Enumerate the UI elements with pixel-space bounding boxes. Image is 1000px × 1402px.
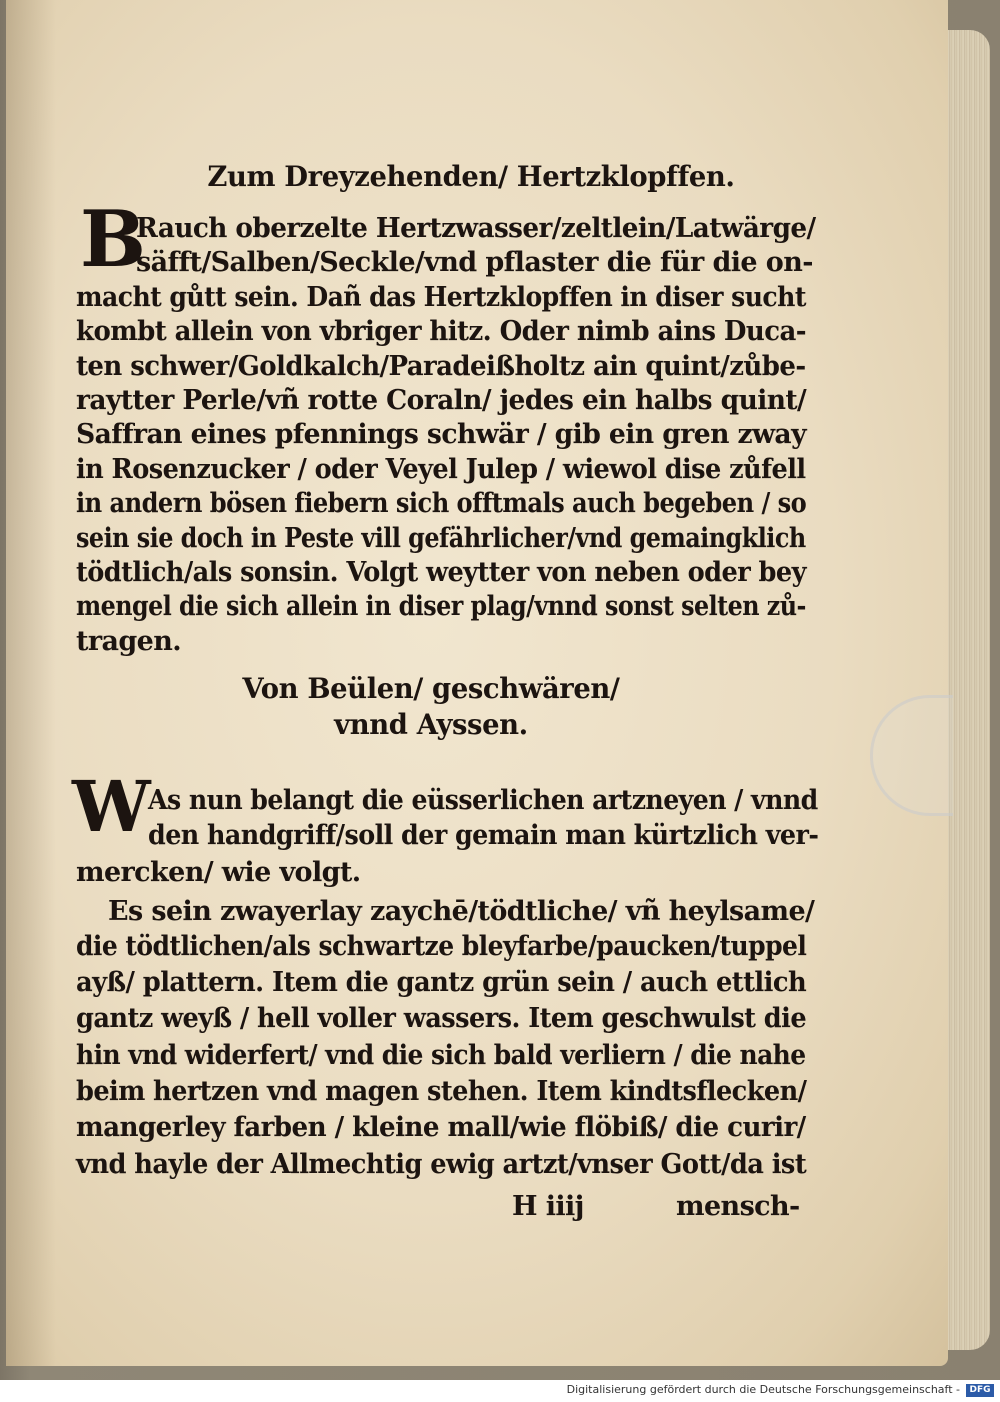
paragraph-line: die tödtlichen/als schwartze bleyfarbe/paucken/tuppel (76, 931, 807, 962)
paragraph-line: kombt allein von vbriger hitz. Oder nimb ains Duca- (76, 316, 806, 347)
funding-notice: Digitalisierung gefördert durch die Deutsche Forschungsgemeinschaft - (566, 1383, 960, 1396)
paragraph-line: beim hertzen vnd magen stehen. Item kindtsflecken/ (76, 1076, 807, 1107)
catchword: mensch- (676, 1191, 800, 1222)
paragraph-line: Es sein zwayerlay zaychē/tödtliche/ vñ heylsame/ (108, 896, 815, 927)
paragraph-line: Rauch oberzelte Hertzwasser/zeltlein/Latwärge/ (136, 213, 816, 244)
section-heading-heartbeat: Zum Dreyzehenden/ Hertzklopffen. (207, 160, 735, 193)
paragraph-line: As nun belangt die eüsserlichen artzneyen / vnnd (148, 785, 818, 816)
drop-initial-w: W (72, 765, 151, 848)
paragraph-line: in andern bösen fiebern sich offtmals auch begeben / so (76, 488, 807, 519)
footer-bar (0, 1380, 1000, 1402)
signature-mark: H iiij (512, 1191, 584, 1222)
paragraph-line: gantz weyß / hell voller wassers. Item geschwulst die (76, 1003, 807, 1034)
section-heading-boils-line2: vnnd Ayssen. (334, 708, 528, 741)
paragraph-line: mangerley farben / kleine mall/wie flöbiß/ die curir/ (76, 1112, 806, 1143)
paragraph-line: den handgriff/soll der gemain man kürtzlich ver- (148, 820, 819, 851)
paragraph-line: tödtlich/als sonsin. Volgt weytter von neben oder bey (76, 557, 806, 588)
paragraph-line: tragen. (76, 626, 182, 657)
paragraph-line: sein sie doch in Peste vill gefährlicher/vnd gemaingklich (76, 523, 806, 554)
paragraph-line: säfft/Salben/Seckle/vnd pflaster die für die on- (136, 247, 813, 278)
paragraph-line: vnd hayle der Allmechtig ewig artzt/vnser Gott/da ist (76, 1149, 807, 1180)
paragraph-line: Saffran eines pfennings schwär / gib ein gren zway (76, 419, 806, 450)
paragraph-line: macht gůtt sein. Dañ das Hertzklopffen in diser sucht (76, 282, 806, 313)
drop-initial-b: B (80, 194, 146, 285)
paragraph-line: ayß/ plattern. Item die gantz grün sein / auch ettlich (76, 967, 807, 998)
paragraph-line: in Rosenzucker / oder Veyel Julep / wiewol dise zůfell (76, 454, 806, 485)
dfg-logo: DFG (966, 1384, 994, 1397)
paragraph-line: hin vnd widerfert/ vnd die sich bald verliern / die nahe (76, 1040, 806, 1071)
paragraph-line: mercken/ wie volgt. (76, 857, 361, 888)
paragraph-line: raytter Perle/vñ rotte Coraln/ jedes ein halbs quint/ (76, 385, 807, 416)
section-heading-boils: Von Beülen/ geschwären/ (242, 672, 620, 705)
paragraph-line: ten schwer/Goldkalch/Paradeißholtz ain quint/zůbe- (76, 351, 806, 382)
paragraph-line: mengel die sich allein in diser plag/vnnd sonst selten zů- (76, 591, 806, 622)
